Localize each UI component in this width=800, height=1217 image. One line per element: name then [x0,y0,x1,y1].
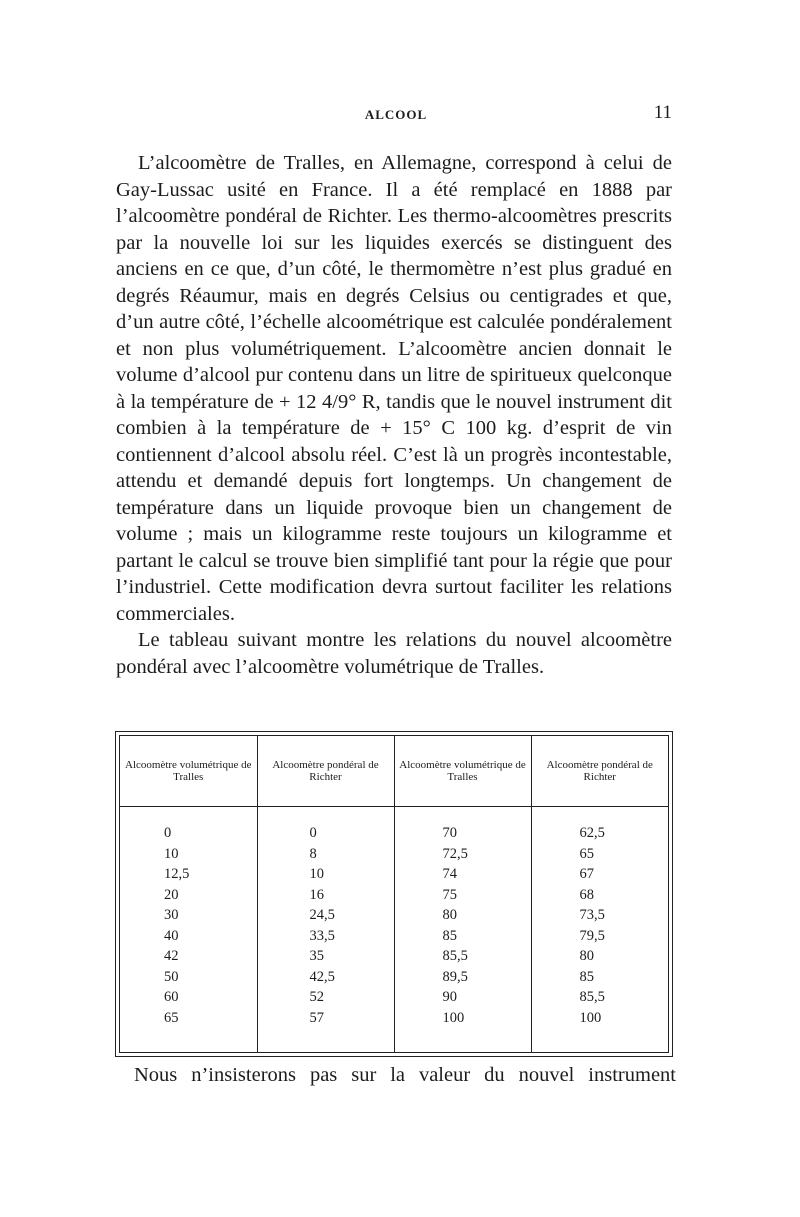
page-header [116,102,676,126]
value-list [395,823,531,1028]
table-cell: 30 [164,907,179,923]
table-cell: 60 [164,989,179,1005]
table-cell: 89,5 [442,968,468,985]
table-cell: 33,5 [309,927,335,944]
column-richter-1 [257,807,394,1053]
table-cell: 85,5 [579,989,605,1005]
value-list [532,823,669,1028]
table-body-row [120,807,668,1053]
paragraph-1: L’alcoomètre de Tralles, en Allemagne, correspond à celui de Gay-Lussac usité en France. Il a été remplacé en 1888 par l’alcoomètre pondéral de Richter. Les thermo-alcoomètres prescrits par la nouvelle loi sur les liquides exercés se distinguent des anciens en ce que, d’un côté, le thermomètre n’est plus gradué en degrés Réaumur, mais en degrés Celsius ou centigrades et que, d’un autre côté, l’échelle alcoométrique est calculée pondéralement et non plus volumétriquement. L’alcoomètre ancien donnait le volume d’alcool pur contenu dans un litre de spiritueux quelconque à la température de + 12 4/9° R, tandis que le nouvel instrument dit combien à la température de + 15° C 100 kg. d’esprit de vin contiennent d’alcool absolu réel. C’est là un progrès incontestable, attendu et demandé depuis fort longtemps. Un changement de température dans un liquide provoque bien un changement de volume ; mais un kilogramme reste toujours un kilogramme et partant le calcul se trouve bien simplifié tant pour la régie que pour l’industriel. Cette modification devra surtout faciliter les relations commerciales. [116,152,672,625]
table-cell: 67 [579,866,594,882]
table-cell: 8 [309,845,317,862]
closing-line: Nous n’insisterons pas sur la valeur du nouvel instrument [134,1064,676,1086]
table-cell: 74 [442,866,457,882]
column-richter-2 [531,807,668,1053]
header-richter-ponderal: Alcoomètre pondéral de Richter [257,736,394,807]
table-cell: 73,5 [579,907,605,923]
table-cell: 75 [442,886,457,903]
value-list [120,823,257,1028]
table-cell: 35 [309,948,324,964]
table-cell: 40 [164,927,179,944]
table-cell: 10 [309,866,324,882]
page-number: 11 [653,102,672,123]
table-cell: 42,5 [309,968,335,985]
conversion-table-frame [115,731,673,1057]
table-cell: 85,5 [442,948,468,964]
header-richter-ponderal: Alcoomètre pondéral de Richter [531,736,668,807]
table-cell: 10 [164,845,179,862]
table-cell: 70 [442,825,457,841]
table-cell: 68 [579,886,594,903]
table-cell: 42 [164,948,179,964]
table-cell: 80 [442,907,457,923]
value-list [258,823,394,1028]
table-cell: 62,5 [579,825,605,841]
conversion-table [120,736,668,1052]
table-cell: 57 [309,1009,324,1026]
table-cell: 85 [579,968,594,985]
table-cell: 52 [309,989,324,1005]
table-cell: 20 [164,886,179,903]
table-cell: 12,5 [164,866,190,882]
table-cell: 72,5 [442,845,468,862]
table-cell: 80 [579,948,594,964]
table-cell: 85 [442,927,457,944]
header-tralles-volumetric: Alcoomètre volumétrique de Tralles [394,736,531,807]
column-tralles-1 [120,807,257,1053]
running-title: ALCOOL [364,107,428,122]
conversion-table-inner-frame [119,735,669,1053]
paragraph-2: Le tableau suivant montre les relations du nouvel alcoomètre pondéral avec l’alcoomètre volumétrique de Tralles. [116,629,672,678]
table-cell: 65 [164,1009,179,1026]
table-cell: 50 [164,968,179,985]
table-cell: 65 [579,845,594,862]
table-cell: 100 [579,1009,602,1026]
column-tralles-2 [394,807,531,1053]
table-cell: 16 [309,886,324,903]
table-cell: 79,5 [579,927,605,944]
table-cell: 0 [164,825,172,841]
header-tralles-volumetric: Alcoomètre volumétrique de Tralles [120,736,257,807]
table-cell: 100 [442,1009,465,1026]
table-cell: 0 [309,825,317,841]
table-cell: 24,5 [309,907,335,923]
table-header-row [120,736,668,807]
table-cell: 90 [442,989,457,1005]
body-text [116,150,672,680]
